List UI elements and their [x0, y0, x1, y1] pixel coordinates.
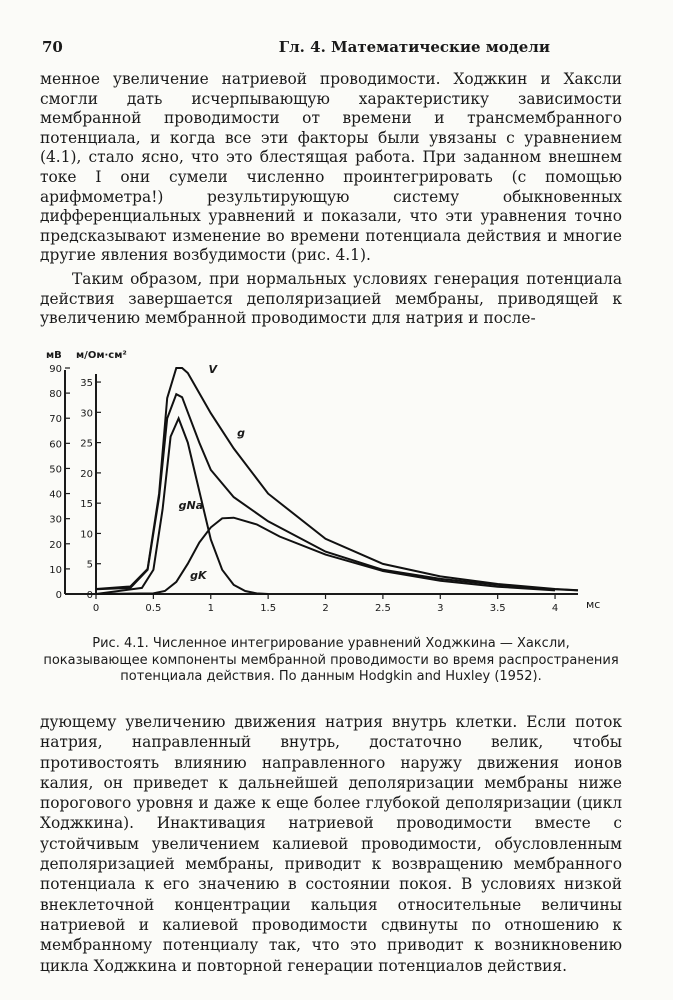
series-g-line	[96, 394, 578, 590]
left-y-tick-label: 50	[49, 464, 62, 476]
curve-label-gna: gNa	[178, 499, 204, 513]
x-tick-label: 3.5	[489, 603, 506, 614]
curve-label-v: V	[208, 363, 217, 377]
right-y-tick-label: 5	[86, 559, 93, 571]
right-y-tick-label: 10	[80, 529, 93, 541]
figure-4-1	[40, 350, 630, 650]
left-y-tick-label: 30	[49, 514, 62, 526]
page-number: 70	[42, 38, 63, 56]
right-y-tick-label: 30	[80, 408, 93, 420]
x-tick-label: 1.5	[260, 603, 277, 614]
right-y-tick-label: 35	[80, 378, 93, 390]
x-axis-unit: мс	[586, 598, 601, 611]
left-y-tick-label: 20	[49, 539, 62, 551]
right-y-tick-label: 20	[80, 468, 93, 480]
left-y-tick-label: 10	[49, 564, 62, 576]
figure-caption: Рис. 4.1. Численное интегрирование уравнений Ходжкина — Хаксли, показывающее компоненты мембранной проводимости во время распространения потенциала действия. По данным Hodgkin and Huxley (1952).	[43, 636, 619, 684]
paragraph-2: Таким образом, при нормальных условиях генерация потенциала действия завершается деполяризацией мембраны, приводящей к увеличению мембранной проводимости для натрия и после-	[40, 270, 622, 328]
left-y-tick-label: 70	[49, 414, 62, 426]
x-tick-label: 2.5	[374, 603, 391, 614]
curve-label-g: g	[237, 426, 246, 440]
conductance-chart	[40, 350, 630, 640]
x-tick-label: 3	[437, 603, 444, 614]
left-y-tick-label: 0	[55, 590, 62, 601]
paragraph-1: менное увеличение натриевой проводимости. Ходжкин и Хаксли смогли дать исчерпывающую характеристику зависимости мембранной проводимости от времени и трансмембранного потенциала, и когда все эти факторы были увязаны с уравнением (4.1), стало ясно, что это блестящая работа. При заданном внешнем токе I они сумели численно проинтегрировать (с помощью арифмометра!) результирующую систему обыкновенных дифференциальных уравнений и показали, что эти уравнения точно предсказывают изменение во времени потенциала действия и многие другие явления возбудимости (рис. 4.1).	[40, 70, 622, 265]
right-y-tick-label: 25	[80, 438, 93, 450]
chapter-title: Гл. 4. Математические модели	[278, 38, 550, 56]
x-tick-label: 0	[92, 603, 100, 614]
left-y-unit: мВ	[46, 350, 62, 361]
x-tick-label: 4	[551, 603, 559, 614]
left-y-tick-label: 60	[49, 439, 62, 451]
left-y-tick-label: 80	[49, 389, 62, 401]
paragraph-3: дующему увеличению движения натрия внутрь клетки. Если поток натрия, направленный внутрь, достаточно велик, чтобы противостоять влиянию направленного наружу движения ионов калия, он приведет к дальнейшей деполяризации мембраны ниже порогового уровня и даже к еще более глубокой деполяризации (цикл Ходжкина). Инактивация натриевой проводимости вместе с устойчивым увеличением калиевой проводимости, обусловленным деполяризацией мембраны, приводит к возвращению мембранного потенциала к его значению в состоянии покоя. В условиях низкой внеклеточной концентрации кальция относительные величины натриевой и калиевой проводимости сдвинуты по отношению к мембранному потенциалу так, что это приводит к возникновению цикла Ходжкина и повторной генерации потенциалов действия.	[40, 713, 622, 975]
curve-label-gk: gK	[190, 568, 207, 582]
x-tick-label: 0.5	[145, 603, 162, 614]
left-y-tick-label: 40	[49, 489, 62, 501]
left-y-tick-label: 90	[49, 364, 62, 375]
page-header	[42, 38, 622, 60]
x-tick-label: 1	[207, 603, 214, 614]
x-tick-label: 2	[322, 603, 329, 614]
right-y-tick-label: 15	[80, 499, 93, 511]
right-y-tick-label: 0	[86, 590, 93, 601]
right-y-unit: м/Ом·см²	[76, 350, 127, 361]
